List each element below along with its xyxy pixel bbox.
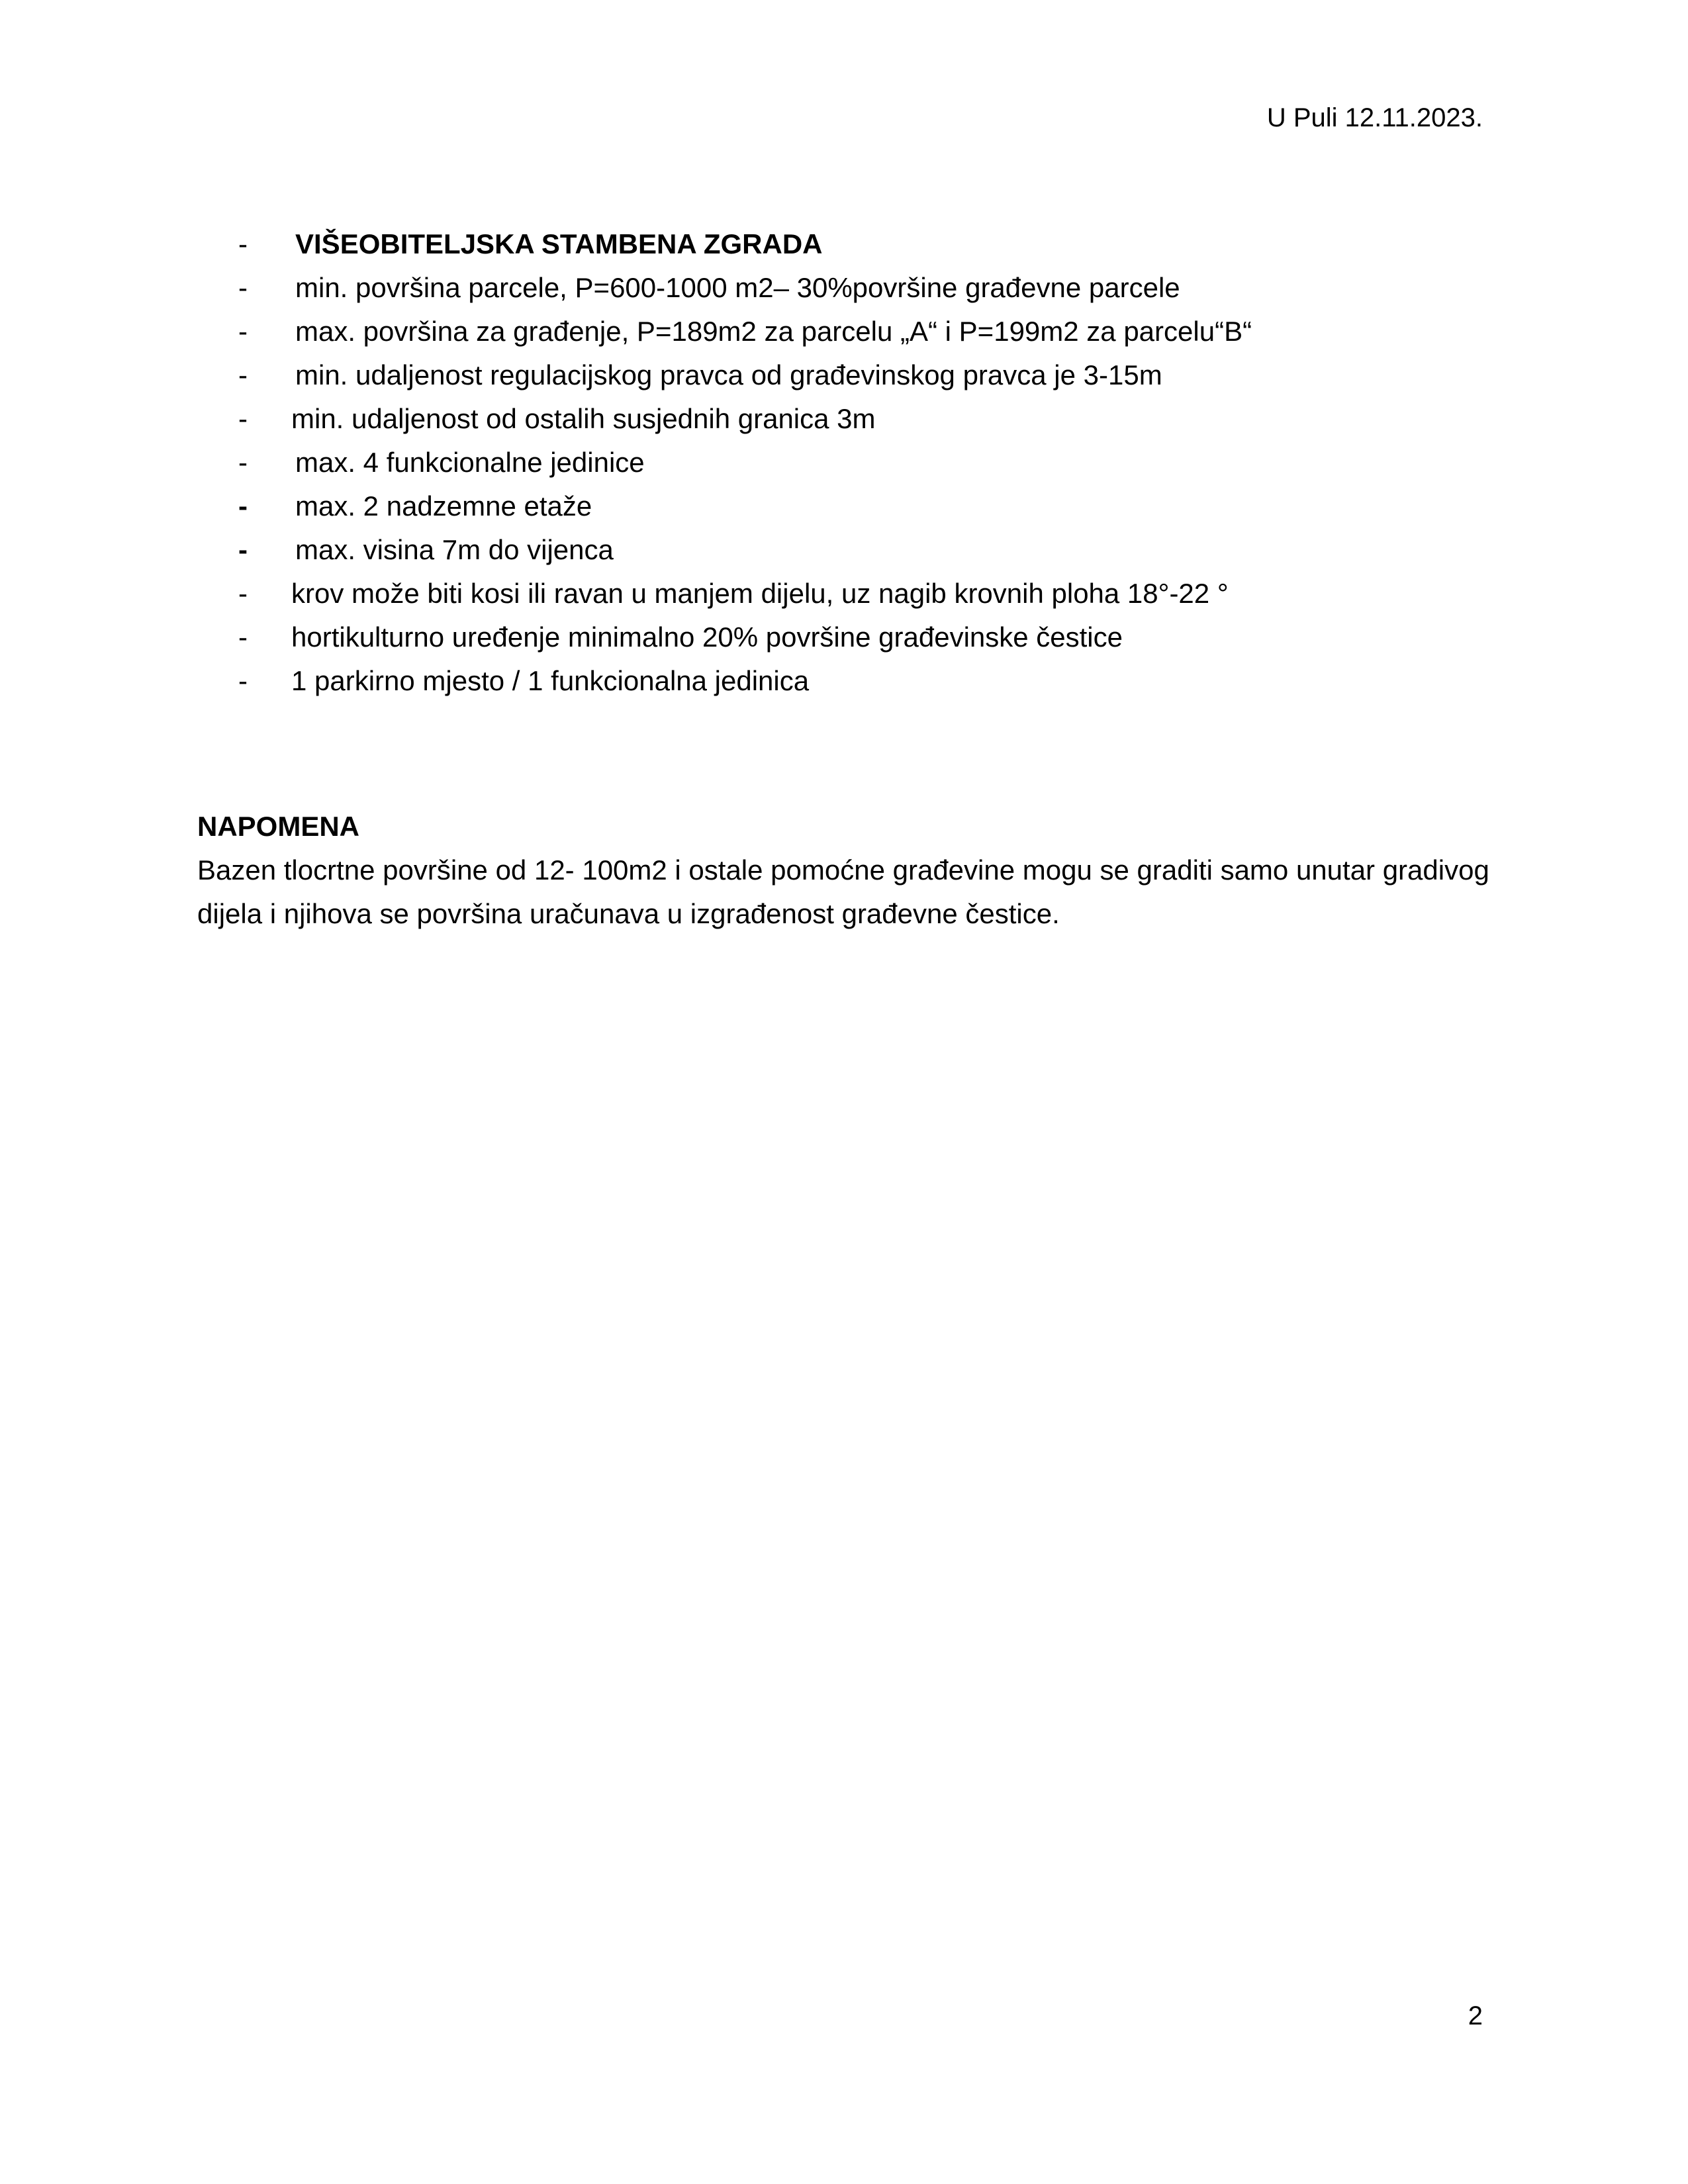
- list-dash: -: [238, 316, 248, 347]
- note-section: [197, 805, 1495, 936]
- list-dash: -: [238, 621, 248, 653]
- list-item: [238, 528, 1496, 572]
- list-item-text: min. udaljenost od ostalih susjednih granica 3m: [291, 403, 876, 434]
- list-dash: -: [238, 447, 248, 478]
- list-item: [238, 484, 1496, 528]
- list-item-text: hortikulturno uređenje minimalno 20% površine građevinske čestice: [291, 621, 1123, 653]
- list-item-text: krov može biti kosi ili ravan u manjem dijelu, uz nagib krovnih ploha 18°-22 °: [291, 578, 1229, 609]
- list-item-text: max. 4 funkcionalne jedinice: [295, 447, 645, 478]
- list-item: [238, 397, 1496, 441]
- list-item-text: 1 parkirno mjesto / 1 funkcionalna jedinica: [291, 665, 810, 696]
- list-item: [238, 615, 1496, 659]
- list-dash: -: [238, 578, 248, 609]
- page-number: 2: [1468, 2001, 1483, 2030]
- list-item: [238, 310, 1496, 353]
- list-item: [238, 572, 1496, 615]
- requirements-list: [238, 222, 1496, 703]
- date-location-line: U Puli 12.11.2023.: [1266, 103, 1483, 132]
- list-item-text: min. udaljenost regulacijskog pravca od građevinskog pravca je 3-15m: [295, 359, 1162, 390]
- list-dash: -: [238, 490, 248, 522]
- note-heading: NAPOMENA: [197, 811, 360, 842]
- list-item-text: VIŠEOBITELJSKA STAMBENA ZGRADA: [295, 228, 823, 259]
- list-dash: -: [238, 534, 248, 565]
- note-body: Bazen tlocrtne površine od 12- 100m2 i ostale pomoćne građevine mogu se graditi samo unutar gradivog dijela i njihova se površina uračunava u izgrađenost građevne čestice.: [197, 854, 1489, 929]
- list-dash: -: [238, 272, 248, 303]
- list-item: [238, 266, 1496, 310]
- list-item-text: min. površina parcele, P=600-1000 m2– 30%površine građevne parcele: [295, 272, 1180, 303]
- list-item: [238, 441, 1496, 484]
- list-dash: -: [238, 359, 248, 390]
- list-item: [238, 659, 1496, 703]
- list-item: [238, 222, 1496, 266]
- list-item: [238, 353, 1496, 397]
- list-item-text: max. površina za građenje, P=189m2 za parcelu „A“ i P=199m2 za parcelu“B“: [295, 316, 1252, 347]
- list-dash: -: [238, 403, 248, 434]
- list-item-text: max. 2 nadzemne etaže: [295, 490, 592, 522]
- list-item-text: max. visina 7m do vijenca: [295, 534, 614, 565]
- list-dash: -: [238, 665, 248, 696]
- list-dash: -: [238, 228, 248, 259]
